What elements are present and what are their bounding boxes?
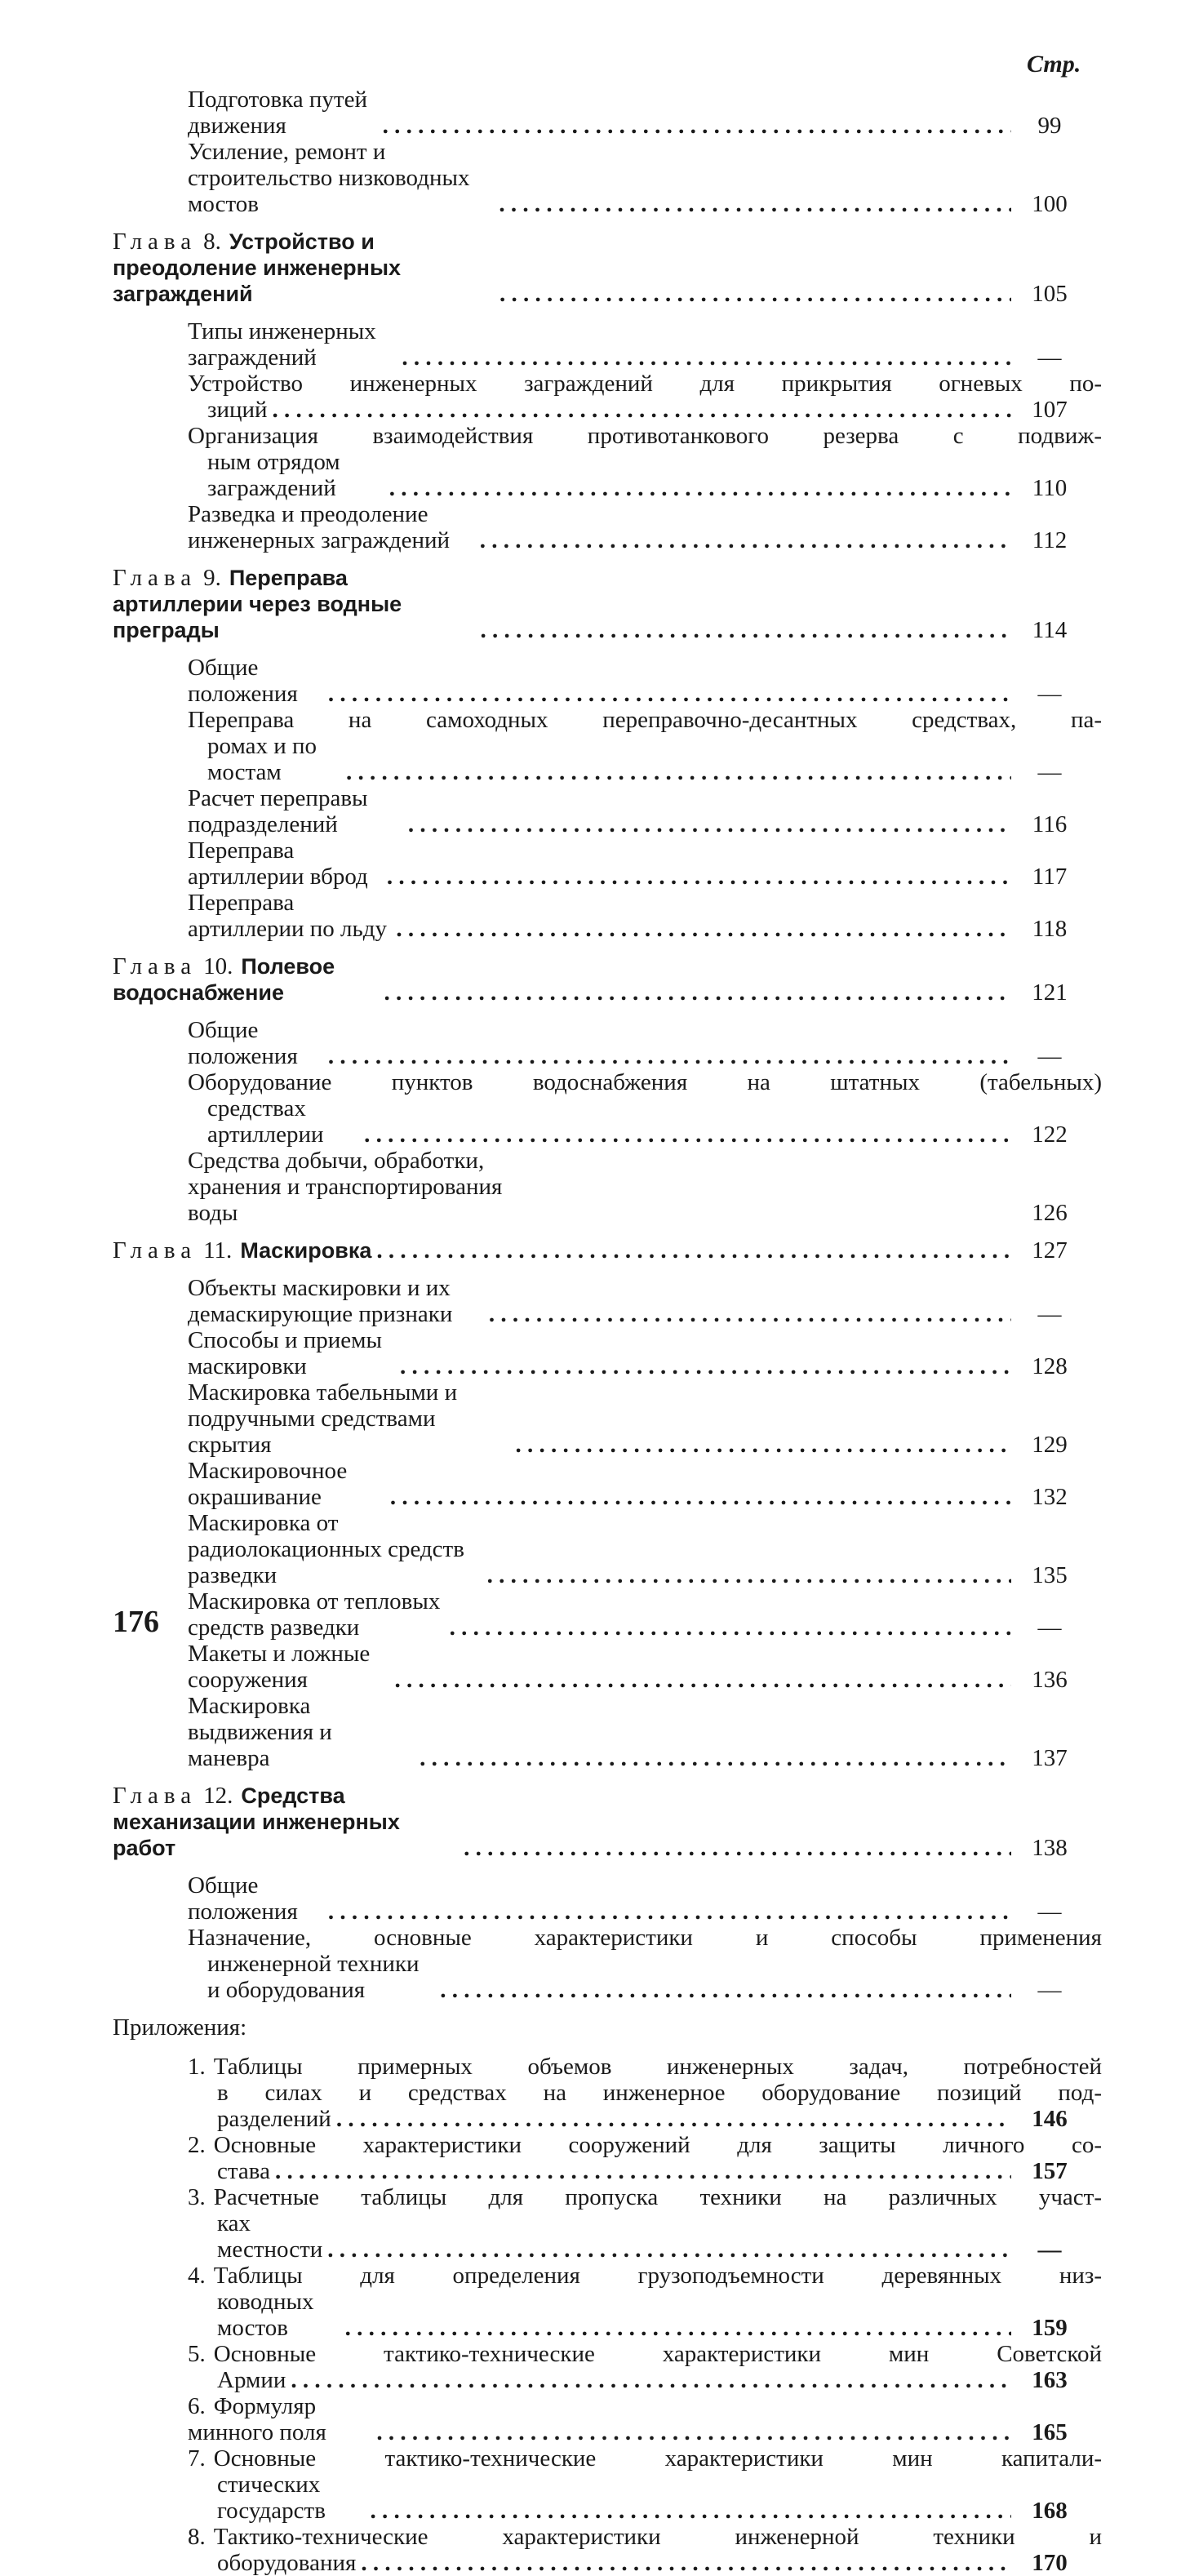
toc-entry-title: Общие положения: [188, 1872, 298, 1925]
toc-page-number: 128: [1032, 1353, 1068, 1379]
toc-entry-title: инженерной техники и оборудования: [207, 1951, 420, 2003]
appendix-number: 5.: [188, 2341, 206, 2367]
toc-page-number: 114: [1032, 617, 1068, 643]
dot-leader: [376, 1237, 1011, 1264]
toc-page-number: 122: [1032, 1121, 1068, 1148]
dot-leader: [273, 397, 1011, 423]
dot-leader: [408, 811, 1011, 837]
page-column-header: Стр.: [1027, 51, 1081, 78]
chapter-title: Устройство и преодоление инженерных заграждений: [113, 229, 402, 306]
appendix-text: ководных мостов: [217, 2289, 314, 2341]
chapter-heading: [113, 953, 1080, 1006]
toc-page-number: 137: [1032, 1745, 1068, 1771]
dot-leader: [328, 1043, 1011, 1069]
appendix-number: 4.: [188, 2263, 206, 2289]
toc-page-number: —: [1037, 344, 1062, 371]
toc-page-number: —: [1037, 1043, 1062, 1069]
chapter-heading: [113, 1783, 1080, 1861]
appendix-entry-title: [188, 2393, 371, 2445]
dot-leader: [499, 191, 1011, 217]
dot-leader: [364, 1121, 1011, 1148]
dot-leader: [481, 617, 1011, 643]
dot-leader: [394, 1667, 1011, 1693]
appendix-text: ках местности: [217, 2210, 323, 2263]
chapter-number: 9.: [203, 565, 221, 591]
appendix-entry: [113, 2289, 1080, 2341]
dot-leader: [346, 759, 1011, 785]
appendix-entry-title: [217, 2106, 331, 2132]
chapter-heading: [113, 565, 1080, 643]
toc-entry-title: Объекты маскировки и их демаскирующие признаки: [188, 1275, 453, 1327]
toc-page-number: 121: [1032, 979, 1068, 1006]
toc-page-number: —: [1037, 1899, 1062, 1925]
dot-leader: [480, 527, 1011, 553]
toc-page-number: —: [1037, 681, 1062, 707]
appendix-text: Тактико-технические характеристики инженерной техники и: [213, 2524, 1102, 2550]
toc-page-number: 138: [1032, 1835, 1068, 1861]
appendix-line: [113, 2263, 1102, 2289]
toc-entry: [113, 1275, 1080, 1327]
appendix-number: 7.: [188, 2445, 206, 2472]
toc-page-number: 105: [1032, 281, 1068, 307]
toc-entry-line: Назначение, основные характеристики и способы применения: [188, 1925, 1102, 1951]
dot-leader: [487, 1562, 1011, 1588]
toc-entry: [113, 397, 1080, 423]
toc-entry-title: Расчет переправы подразделений: [188, 785, 368, 837]
toc-entry: [113, 655, 1080, 707]
appendix-line: [113, 2184, 1102, 2210]
appendix-entry: [113, 2106, 1080, 2132]
toc-entry-title: средствах артиллерии: [207, 1095, 324, 1148]
toc-entry: [113, 1095, 1080, 1148]
appendix-entry: [113, 2550, 1080, 2576]
toc-entry: [113, 1641, 1080, 1693]
toc-page-number: 127: [1032, 1237, 1068, 1264]
dot-leader: [383, 113, 1011, 139]
dot-leader: [390, 1484, 1011, 1510]
toc-entry: [113, 1327, 1080, 1379]
chapter-number: 11.: [203, 1237, 233, 1264]
toc-entry-title: Маскировка табельными и подручными средствами скрытия: [188, 1379, 458, 1458]
toc-entry-title: Маскировка выдвижения и маневра: [188, 1693, 332, 1771]
appendix-line: [113, 2524, 1102, 2550]
toc-entry: [113, 1951, 1080, 2003]
appendix-line: [113, 2132, 1102, 2158]
appendix-entry: [113, 2472, 1080, 2524]
toc-entry-title: Усиление, ремонт и строительство низководных мостов: [188, 139, 470, 217]
toc-entry-line: Организация взаимодействия противотанкового резерва с подвиж-: [188, 423, 1102, 449]
chapter-label: Глава: [113, 565, 198, 591]
appendix-line: [113, 2445, 1102, 2472]
dot-leader: [328, 1899, 1011, 1925]
toc-entry: [113, 785, 1080, 837]
appendix-text: Основные характеристики сооружений для защиты личного со-: [213, 2132, 1102, 2158]
appendix-entry: [113, 2367, 1080, 2393]
chapter-title-group: [113, 953, 379, 1006]
chapter-number: 8.: [203, 229, 221, 255]
toc-entry-title: Макеты и ложные сооружения: [188, 1641, 371, 1693]
appendix-text: става: [217, 2158, 270, 2184]
toc-entry-title: Подготовка путей движения: [188, 87, 367, 139]
toc-page-number: 136: [1032, 1667, 1068, 1693]
dot-leader: [384, 979, 1011, 1006]
dot-leader: [420, 1745, 1011, 1771]
toc-entry-title: Маскировка от радиолокационных средств разведки: [188, 1510, 464, 1588]
appendix-line: [113, 2054, 1102, 2080]
chapter-title-group: [113, 565, 476, 643]
toc-page-number: 126: [1032, 1200, 1068, 1226]
dot-leader: [361, 2550, 1011, 2576]
toc-entry-title: Типы инженерных заграждений: [188, 318, 376, 371]
dot-leader: [464, 1835, 1011, 1861]
toc-page-number: —: [1037, 759, 1062, 785]
dot-leader: [376, 2419, 1011, 2445]
toc-page-number: —: [1037, 1614, 1062, 1641]
appendix-number: 6.: [188, 2393, 206, 2419]
toc-entry-title: Разведка и преодоление инженерных заграждений: [188, 501, 451, 553]
toc-entry-title: зиций: [207, 397, 268, 423]
appendix-text: Таблицы для определения грузоподъемности деревянных низ-: [213, 2263, 1102, 2289]
toc-entry-title: Способы и приемы маскировки: [188, 1327, 382, 1379]
chapter-title-group: [113, 1783, 459, 1861]
toc-entry: [113, 1458, 1080, 1510]
toc-page-number: 168: [1032, 2498, 1068, 2524]
appendix-number: 8.: [188, 2524, 206, 2550]
toc-entry-title: Общие положения: [188, 655, 298, 707]
toc-page-number: 132: [1032, 1484, 1068, 1510]
appendix-number: 3.: [188, 2184, 206, 2210]
toc-entry-title: ромах и по мостам: [207, 733, 317, 785]
appendix-text: Основные тактико-технические характеристики мин Советской: [213, 2341, 1102, 2367]
toc-entry-title: Переправа артиллерии вброд: [188, 837, 368, 890]
dot-leader: [328, 681, 1011, 707]
toc-page-number: —: [1037, 2236, 1062, 2263]
chapter-title: Полевое водоснабжение: [113, 954, 335, 1005]
toc-page-number: 135: [1032, 1562, 1068, 1588]
toc-entry: [113, 139, 1080, 217]
toc-entry-title: Средства добычи, обработки, хранения и транспортирования воды: [188, 1148, 503, 1226]
appendix-entry-title: [217, 2210, 322, 2263]
chapter-heading: [113, 1237, 1080, 1264]
dot-leader: [389, 475, 1011, 501]
toc-entry-title: Маскировочное окрашивание: [188, 1458, 348, 1510]
toc-page-number: 157: [1032, 2158, 1068, 2184]
toc-page-number: —: [1037, 1301, 1062, 1327]
appendix-text: Расчетные таблицы для пропуска техники на различных участ-: [213, 2184, 1102, 2210]
dot-leader: [336, 2106, 1011, 2132]
dot-leader: [489, 1301, 1011, 1327]
toc-page-number: 118: [1032, 916, 1068, 942]
chapter-title: Переправа артиллерии через водные преграды: [113, 566, 402, 642]
toc-entry-title: Общие положения: [188, 1017, 298, 1069]
toc-entry-line: Переправа на самоходных переправочно-десантных средствах, па-: [188, 707, 1102, 733]
dot-leader: [371, 2498, 1011, 2524]
dot-leader: [402, 344, 1011, 371]
toc-page-number: 170: [1032, 2550, 1068, 2576]
appendix-line: в силах и средствах на инженерное оборудование позиций под-: [217, 2080, 1102, 2106]
toc-page-number: 117: [1032, 864, 1068, 890]
table-of-contents: [113, 87, 1102, 2576]
toc-page-number: 110: [1032, 475, 1068, 501]
appendix-number: 2.: [188, 2132, 206, 2158]
toc-entry-line: Устройство инженерных заграждений для прикрытия огневых по-: [188, 371, 1102, 397]
appendix-entry-title: [217, 2158, 270, 2184]
toc-entry-title: Маскировка от тепловых средств разведки: [188, 1588, 441, 1641]
dot-leader: [345, 2315, 1011, 2341]
dot-leader: [291, 2367, 1011, 2393]
appendix-entry: [113, 2210, 1080, 2263]
dot-leader: [440, 1977, 1011, 2003]
appendix-entry-title: [217, 2550, 356, 2576]
chapter-label: Глава: [113, 1237, 198, 1264]
appendix-entry-title: [217, 2472, 366, 2524]
chapter-title-group: [113, 229, 495, 307]
appendix-entry-title: [217, 2367, 286, 2393]
toc-page-number: 163: [1032, 2367, 1068, 2393]
dot-leader: [387, 864, 1011, 890]
appendix-entry: [113, 2393, 1080, 2445]
toc-page-number: 107: [1032, 397, 1068, 423]
chapter-number: 10.: [203, 953, 233, 979]
chapter-heading: [113, 229, 1080, 307]
appendix-text: стических государств: [217, 2472, 326, 2524]
dot-leader: [396, 916, 1011, 942]
toc-entry: [113, 1588, 1080, 1641]
chapter-label: Глава: [113, 1783, 198, 1809]
toc-page-number: 159: [1032, 2315, 1068, 2341]
chapter-label: Глава: [113, 953, 198, 979]
appendix-line: [113, 2341, 1102, 2367]
page-number: 176: [113, 1605, 159, 1639]
toc-page-number: —: [1037, 1977, 1062, 2003]
dot-leader: [499, 281, 1011, 307]
chapter-title-group: [113, 1237, 371, 1264]
toc-entry: [113, 1510, 1080, 1588]
toc-page-number: 112: [1032, 527, 1068, 553]
chapter-title: Маскировка: [240, 1238, 372, 1263]
appendix-heading: Приложения:: [113, 2014, 247, 2041]
toc-entry: [113, 318, 1080, 371]
chapter-label: Глава: [113, 229, 198, 255]
appendix-text: оборудования: [217, 2550, 357, 2576]
appendix-number: 1.: [188, 2054, 206, 2080]
toc-entry-title: ным отрядом заграждений: [207, 449, 340, 501]
toc-entry: [113, 1148, 1080, 1226]
toc-page-number: 165: [1032, 2419, 1068, 2445]
toc-page-number: 129: [1032, 1432, 1068, 1458]
toc-entry: [113, 733, 1080, 785]
toc-entry-line: Оборудование пунктов водоснабжения на штатных (табельных): [188, 1069, 1102, 1095]
toc-entry: [113, 890, 1080, 942]
dot-leader: [275, 2158, 1011, 2184]
dot-leader: [327, 2236, 1011, 2263]
toc-entry: [113, 87, 1080, 139]
dot-leader: [516, 1432, 1011, 1458]
toc-page-number: 146: [1032, 2106, 1068, 2132]
appendix-text: разделений: [217, 2106, 331, 2132]
toc-page-number: 99: [1037, 113, 1062, 139]
toc-entry: [113, 837, 1080, 890]
toc-page-number: 116: [1032, 811, 1068, 837]
toc-entry: [113, 449, 1080, 501]
appendix-text: Таблицы примерных объемов инженерных задач, потребностей: [213, 2054, 1102, 2080]
chapter-title: Средства механизации инженерных работ: [113, 1783, 400, 1860]
toc-entry: [113, 1872, 1080, 1925]
toc-page-number: 100: [1032, 191, 1068, 217]
appendix-text: Основные тактико-технические характеристики мин капитали-: [213, 2445, 1102, 2472]
chapter-number: 12.: [203, 1783, 233, 1809]
toc-entry: [113, 1379, 1080, 1458]
toc-entry: [113, 501, 1080, 553]
appendix-text: Формуляр минного поля: [188, 2393, 326, 2445]
toc-entry-title: Переправа артиллерии по льду: [188, 890, 388, 942]
appendix-entry: [113, 2158, 1080, 2184]
dot-leader: [400, 1353, 1011, 1379]
dot-leader: [450, 1614, 1011, 1641]
toc-entry: [113, 1693, 1080, 1771]
appendix-text: Армии: [217, 2367, 286, 2393]
appendix-entry-title: [217, 2289, 340, 2341]
toc-entry: [113, 1017, 1080, 1069]
